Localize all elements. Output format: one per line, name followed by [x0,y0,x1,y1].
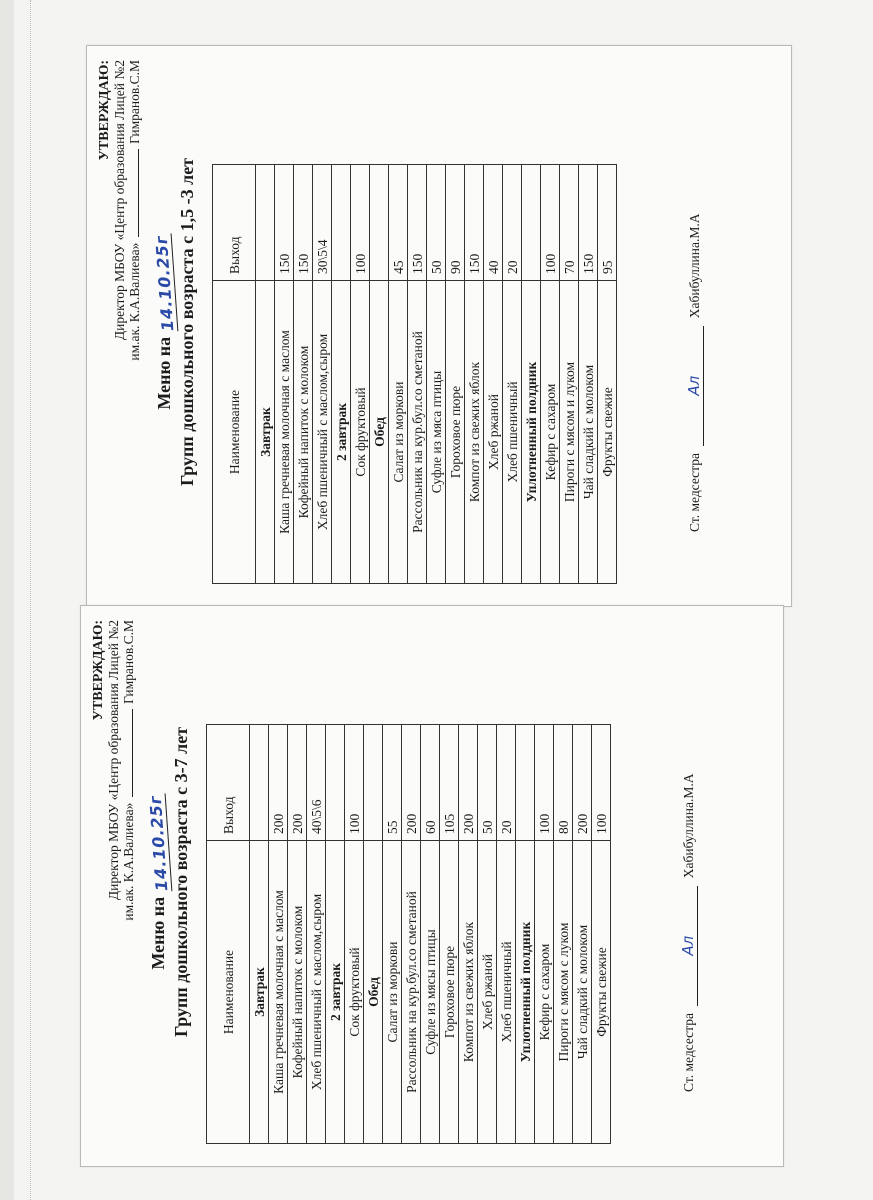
table-row [592,725,611,1144]
dish-name: Фрукты свежие [598,281,617,584]
table-row [484,165,503,584]
dish-name: Салат из моркови [383,841,402,1144]
dish-output: 70 [560,165,579,281]
dish-name: Кофейный напиток с молоком [288,841,307,1144]
dish-output: 150 [579,165,598,281]
signature-line [138,149,139,237]
dish-output: 80 [554,725,573,841]
dish-name: Хлеб ржаной [478,841,497,1144]
table-row [541,165,560,584]
dish-output: 200 [573,725,592,841]
table-row [269,725,288,1144]
section-row [516,725,535,1144]
table-row [535,725,554,1144]
dish-output: 100 [592,725,611,841]
dish-output: 200 [288,725,307,841]
dish-name: Гороховое пюре [446,281,465,584]
dish-output: 20 [497,725,516,841]
empty-cell [256,165,275,281]
table-row [478,725,497,1144]
dish-output: 150 [275,165,294,281]
dish-output: 150 [465,165,484,281]
signature-line [132,709,133,797]
dish-name: Хлеб пшеничный с маслом,сыром [307,841,326,1144]
dish-name: Каша гречневая молочная с маслом [275,281,294,584]
nurse-label: Ст. медсестра [681,1013,696,1092]
table-row [560,165,579,584]
approval-director: Гимранов.С.М [127,60,142,144]
dish-name: Кефир с сахаром [535,841,554,1144]
section-row [522,165,541,584]
nurse-signature-block [679,620,698,1144]
dish-output: 200 [402,725,421,841]
dish-name: Чай сладкий с молоком [579,281,598,584]
menu-sheet-preschool [80,605,784,1167]
menu-title-label: Меню на [154,336,174,410]
nurse-signature: Ал [679,886,698,1006]
empty-cell [522,165,541,281]
dish-output: 90 [446,165,465,281]
section-label: Завтрак [256,281,275,584]
menu-title [151,60,178,584]
empty-cell [332,165,351,281]
dish-name: Компот из свежих яблок [459,841,478,1144]
section-row [250,725,269,1144]
dish-output: 150 [294,165,313,281]
dish-name: Каша гречневая молочная с маслом [269,841,288,1144]
table-row [440,725,459,1144]
dish-name: Хлеб пшеничный [497,841,516,1144]
section-label: Обед [370,281,389,584]
dish-output: 200 [269,725,288,841]
section-label: Уплотненный полдник [522,281,541,584]
dish-name: Суфле из мясы птицы [421,841,440,1144]
table-header-row [207,725,250,1144]
dish-name: Хлеб пшеничный [503,281,522,584]
title-block [145,620,192,1144]
nurse-signature: Ал [685,326,704,446]
approval-line1: Директор МБОУ «Центр образования Лицей №2 [112,60,127,341]
dish-name: Сок фруктовый [351,281,370,584]
table-row [579,165,598,584]
table-row [427,165,446,584]
dish-name: Сок фруктовый [345,841,364,1144]
dish-output: 100 [351,165,370,281]
dish-output: 40 [484,165,503,281]
title-block [151,60,198,584]
dish-output: 30\5\4 [313,165,332,281]
dish-output: 200 [459,725,478,841]
nurse-name: Хабибуллина.М.А [681,773,696,879]
table-header-row [213,165,256,584]
handwritten-date: 14.10.25г [151,234,178,333]
table-row [459,725,478,1144]
dish-name: Чай сладкий с молоком [573,841,592,1144]
dish-output: 55 [383,725,402,841]
table-row [421,725,440,1144]
table-row [294,165,313,584]
menu-table [206,724,611,1144]
table-row [313,165,332,584]
approval-org: им.ак. К.А.Валиева» [121,802,136,921]
empty-cell [250,725,269,841]
table-row [497,725,516,1144]
menu-title-label: Меню на [148,896,168,970]
dish-name: Рассольник на кур.бул.со сметаной [408,281,427,584]
dish-name: Кофейный напиток с молоком [294,281,313,584]
approval-org: им.ак. К.А.Валиева» [127,242,142,361]
handwritten-date: 14.10.25г [145,794,172,893]
section-row [326,725,345,1144]
column-header-output: Выход [213,165,256,281]
dish-output: 20 [503,165,522,281]
section-label: Уплотненный полдник [516,841,535,1144]
group-title: Групп дошкольного возраста с 1,5 -3 лет [177,157,197,487]
dish-name: Хлеб ржаной [484,281,503,584]
table-row [573,725,592,1144]
dish-name: Пироги с мясом и луком [560,281,579,584]
dish-name: Гороховое пюре [440,841,459,1144]
table-row [465,165,484,584]
dish-output: 60 [421,725,440,841]
table-row [288,725,307,1144]
section-row [256,165,275,584]
dish-name: Пироги с мясом с луком [554,841,573,1144]
table-row [503,165,522,584]
approval-heading: УТВЕРЖДАЮ: [91,620,106,721]
menu-sheet-toddlers [86,45,792,607]
approval-line1: Директор МБОУ «Центр образования Лицей №2 [106,620,121,901]
approval-block [91,620,136,1144]
dish-output: 100 [535,725,554,841]
table-row [408,165,427,584]
section-label: 2 завтрак [326,841,345,1144]
approval-block [97,60,142,584]
empty-cell [516,725,535,841]
dish-output: 40\5\6 [307,725,326,841]
nurse-signature-block [685,60,704,584]
table-row [389,165,408,584]
sheet-content [81,606,783,1166]
dish-output: 50 [478,725,497,841]
section-row [364,725,383,1144]
approval-line2 [127,60,142,584]
dish-name: Кефир с сахаром [541,281,560,584]
column-header-name: Наименование [207,841,250,1144]
dish-output: 105 [440,725,459,841]
table-row [402,725,421,1144]
approval-director: Гимранов.С.М [121,620,136,704]
table-row [598,165,617,584]
section-row [332,165,351,584]
dish-output: 100 [345,725,364,841]
scan-dotted-line [30,0,32,1200]
approval-line2 [121,620,136,1144]
table-row [446,165,465,584]
nurse-label: Ст. медсестра [687,453,702,532]
empty-cell [326,725,345,841]
table-row [345,725,364,1144]
empty-cell [370,165,389,281]
dish-name: Хлеб пшеничный с маслом,сыром [313,281,332,584]
column-header-output: Выход [207,725,250,841]
table-row [383,725,402,1144]
sheet-content [87,46,791,606]
dish-name: Рассольник на кур.бул.со сметаной [402,841,421,1144]
column-header-name: Наименование [213,281,256,584]
section-label: 2 завтрак [332,281,351,584]
dish-output: 45 [389,165,408,281]
table-row [554,725,573,1144]
dish-name: Салат из моркови [389,281,408,584]
section-label: Обед [364,841,383,1144]
menu-title [145,620,172,1144]
section-label: Завтрак [250,841,269,1144]
menu-table [212,164,617,584]
dish-output: 50 [427,165,446,281]
section-row [370,165,389,584]
group-title: Групп дошкольного возраста с 3-7 лет [171,726,191,1038]
dish-name: Суфле из мяса птицы [427,281,446,584]
table-row [351,165,370,584]
approval-heading: УТВЕРЖДАЮ: [97,60,112,161]
scan-edge [0,0,14,1200]
dish-name: Фрукты свежие [592,841,611,1144]
dish-name: Компот из свежих яблок [465,281,484,584]
dish-output: 150 [408,165,427,281]
nurse-name: Хабибуллина.М.А [687,213,702,319]
dish-output: 100 [541,165,560,281]
dish-output: 95 [598,165,617,281]
table-row [307,725,326,1144]
table-row [275,165,294,584]
empty-cell [364,725,383,841]
